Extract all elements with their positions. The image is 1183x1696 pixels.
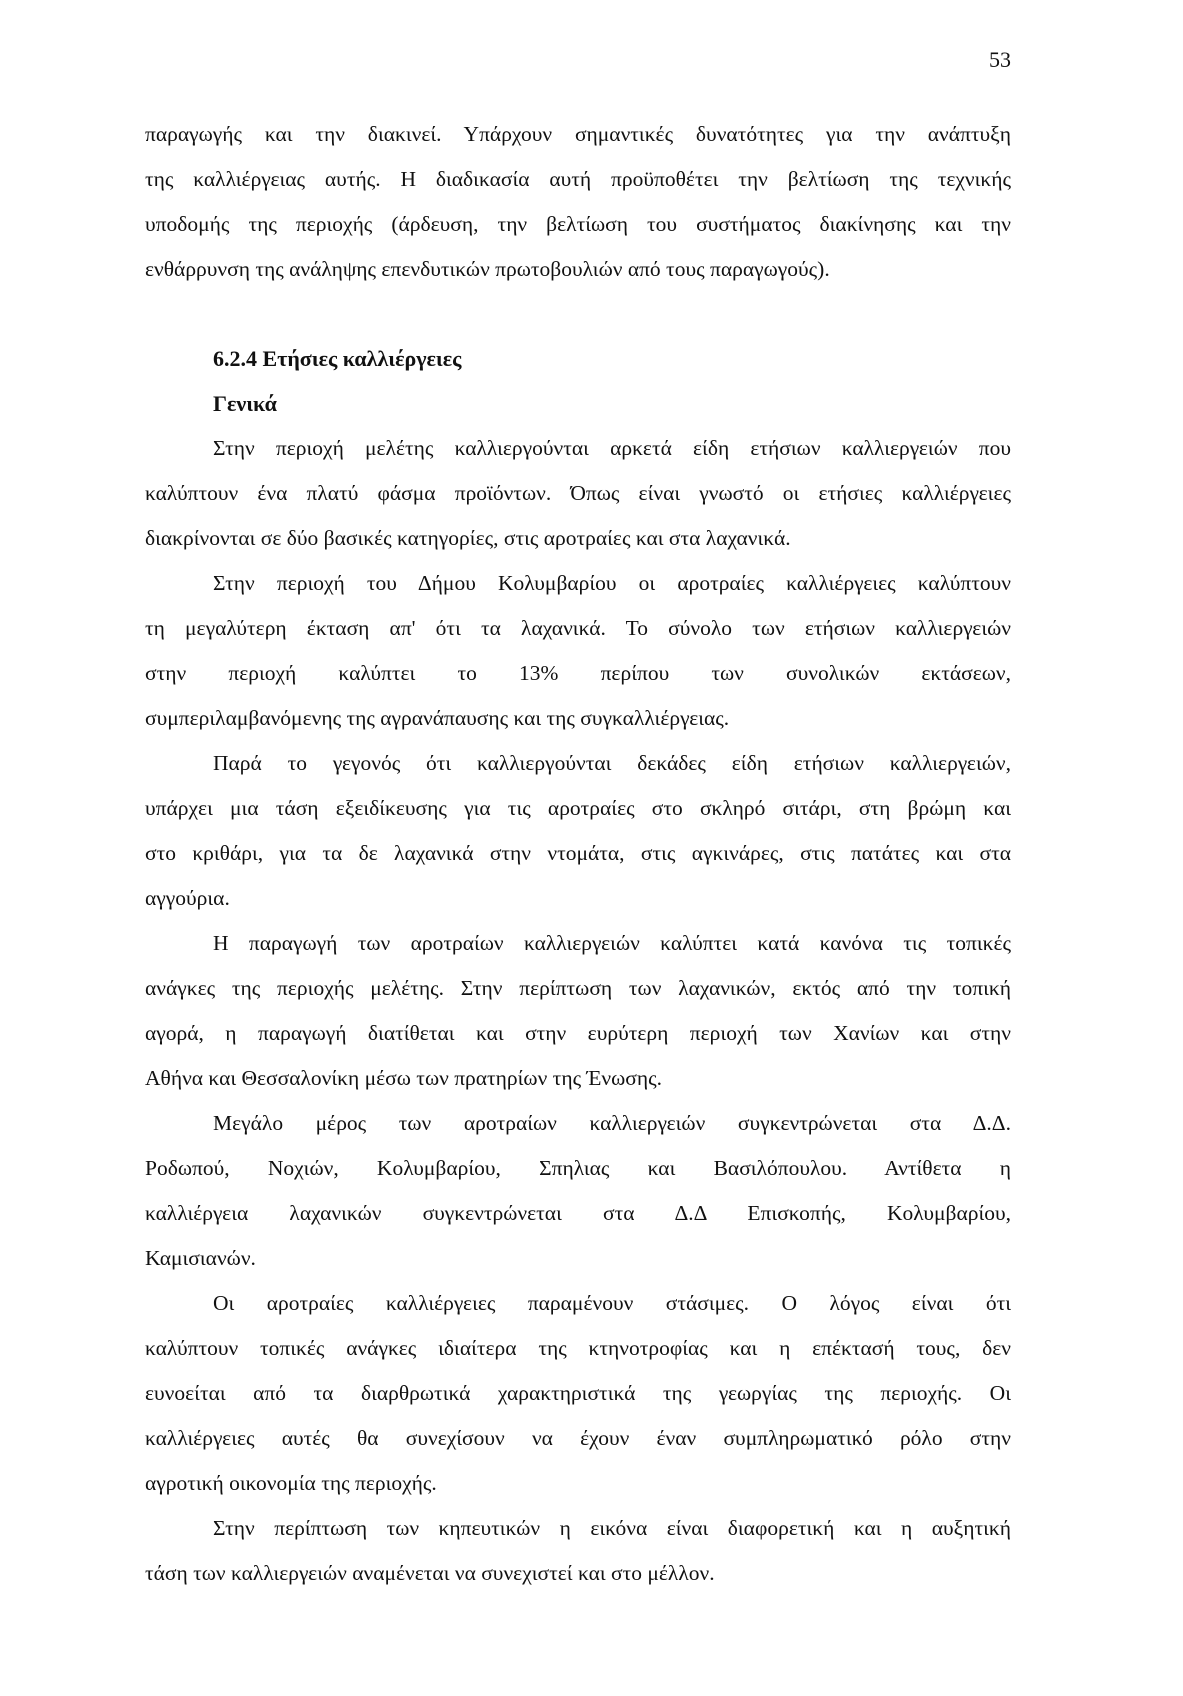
text-line: αγγούρια. bbox=[145, 886, 230, 910]
paragraph-2 bbox=[145, 561, 1011, 741]
text-line: καλλιέργεια λαχανικών συγκεντρώνεται στα Δ.Δ Επισκοπής, Κολυμβαρίου, bbox=[145, 1201, 1011, 1225]
paragraph-4 bbox=[145, 921, 1011, 1101]
paragraph-5 bbox=[145, 1101, 1011, 1281]
paragraph-1 bbox=[145, 426, 1011, 561]
text-line: Στην περιοχή μελέτης καλλιεργούνται αρκετά είδη ετήσιων καλλιεργειών που bbox=[213, 436, 1011, 460]
subsection-title: Γενικά bbox=[213, 391, 277, 416]
text-line: Η παραγωγή των αροτραίων καλλιεργειών καλύπτει κατά κανόνα τις τοπικές bbox=[213, 931, 1011, 955]
text-line: παραγωγής και την διακινεί. Υπάρχουν σημαντικές δυνατότητες για την ανάπτυξη bbox=[145, 122, 1011, 146]
paragraph-7 bbox=[145, 1506, 1011, 1596]
text-line: καλλιέργειες αυτές θα συνεχίσουν να έχουν έναν συμπληρωματικό ρόλο στην bbox=[145, 1426, 1011, 1450]
text-line: τη μεγαλύτερη έκταση απ' ότι τα λαχανικά. Το σύνολο των ετήσιων καλλιεργειών bbox=[145, 616, 1011, 640]
text-line: υποδομής της περιοχής (άρδευση, την βελτίωση του συστήματος διακίνησης και την bbox=[145, 212, 1011, 236]
text-line: Στην περίπτωση των κηπευτικών η εικόνα είναι διαφορετική και η αυξητική bbox=[213, 1516, 1011, 1540]
text-line: Στην περιοχή του Δήμου Κολυμβαρίου οι αροτραίες καλλιέργειες καλύπτουν bbox=[213, 571, 1011, 595]
text-line: στην περιοχή καλύπτει το 13% περίπου των συνολικών εκτάσεων, bbox=[145, 661, 1011, 685]
text-line: της καλλιέργειας αυτής. Η διαδικασία αυτή προϋποθέτει την βελτίωση της τεχνικής bbox=[145, 167, 1011, 191]
intro-paragraph bbox=[145, 112, 1011, 292]
text-line: τάση των καλλιεργειών αναμένεται να συνεχιστεί και στο μέλλον. bbox=[145, 1561, 715, 1585]
spacer bbox=[145, 292, 1011, 336]
text-line: Μεγάλο μέρος των αροτραίων καλλιεργειών συγκεντρώνεται στα Δ.Δ. bbox=[213, 1111, 1011, 1135]
text-line: Ροδωπού, Νοχιών, Κολυμβαρίου, Σπηλιας και Βασιλόπουλου. Αντίθετα η bbox=[145, 1156, 1011, 1180]
document-body bbox=[145, 112, 1011, 1596]
text-line: Καμισιανών. bbox=[145, 1246, 256, 1270]
paragraph-6 bbox=[145, 1281, 1011, 1506]
text-line: αγορά, η παραγωγή διατίθεται και στην ευρύτερη περιοχή των Χανίων και στην bbox=[145, 1021, 1011, 1045]
text-line: καλύπτουν τοπικές ανάγκες ιδιαίτερα της κτηνοτροφίας και η επέκτασή τους, δεν bbox=[145, 1336, 1011, 1360]
text-line: αγροτική οικονομία της περιοχής. bbox=[145, 1471, 437, 1495]
section-title: 6.2.4 Ετήσιες καλλιέργειες bbox=[213, 346, 462, 371]
text-line: Παρά το γεγονός ότι καλλιεργούνται δεκάδες είδη ετήσιων καλλιεργειών, bbox=[213, 751, 1011, 775]
text-line: διακρίνονται σε δύο βασικές κατηγορίες, στις αροτραίες και στα λαχανικά. bbox=[145, 526, 791, 550]
page-number: 53 bbox=[989, 47, 1011, 72]
text-line: Οι αροτραίες καλλιέργειες παραμένουν στάσιμες. Ο λόγος είναι ότι bbox=[213, 1291, 1011, 1315]
text-line: υπάρχει μια τάση εξειδίκευσης για τις αροτραίες στο σκληρό σιτάρι, στη βρώμη και bbox=[145, 796, 1011, 820]
text-line: ενθάρρυνση της ανάληψης επενδυτικών πρωτοβουλιών από τους παραγωγούς). bbox=[145, 257, 830, 281]
text-line: ανάγκες της περιοχής μελέτης. Στην περίπτωση των λαχανικών, εκτός από την τοπική bbox=[145, 976, 1011, 1000]
text-line: στο κριθάρι, για τα δε λαχανικά στην ντομάτα, στις αγκινάρες, στις πατάτες και στα bbox=[145, 841, 1011, 865]
paragraph-3 bbox=[145, 741, 1011, 921]
text-line: συμπεριλαμβανόμενης της αγρανάπαυσης και της συγκαλλιέργειας. bbox=[145, 706, 730, 730]
text-line: Αθήνα και Θεσσαλονίκη μέσω των πρατηρίων της Ένωσης. bbox=[145, 1066, 662, 1090]
text-line: ευνοείται από τα διαρθρωτικά χαρακτηριστικά της γεωργίας της περιοχής. Οι bbox=[145, 1381, 1011, 1405]
text-line: καλύπτουν ένα πλατύ φάσμα προϊόντων. Όπως είναι γνωστό οι ετήσιες καλλιέργειες bbox=[145, 481, 1011, 505]
